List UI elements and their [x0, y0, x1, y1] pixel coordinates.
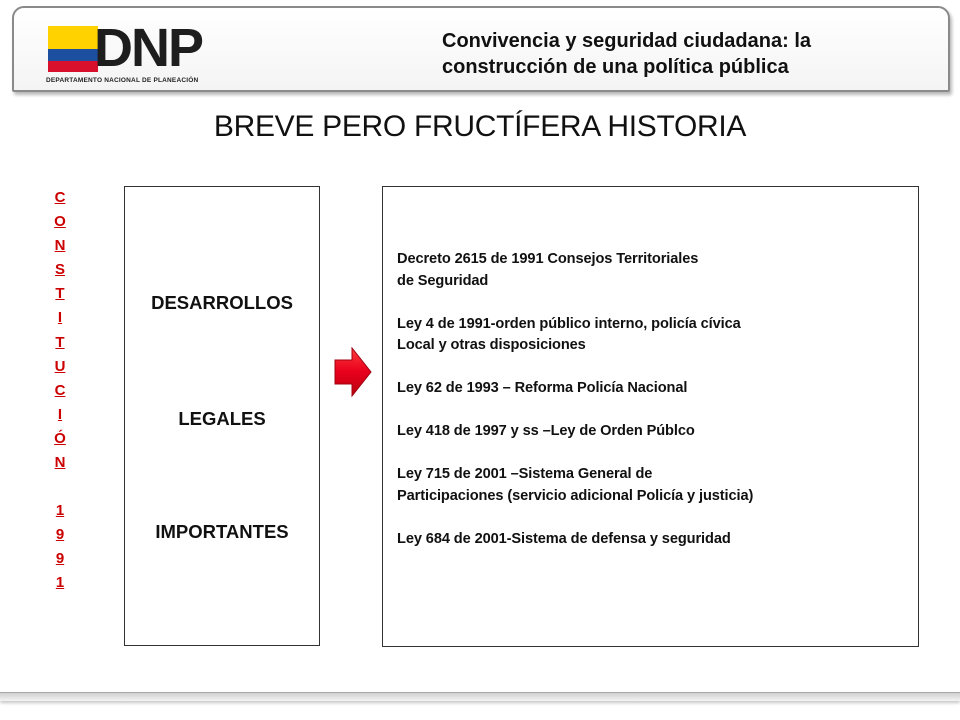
law-line: Ley 4 de 1991-orden público interno, policía cívica — [397, 315, 741, 332]
logo-text: DNP — [94, 18, 203, 78]
developments-box — [124, 186, 320, 646]
vertical-letter: T — [55, 285, 65, 303]
laws-list — [397, 249, 907, 572]
important-label: IMPORTANTES — [155, 521, 289, 542]
vertical-letter: I — [57, 309, 63, 327]
vertical-letter: T — [55, 333, 65, 351]
logo-subtitle: DEPARTAMENTO NACIONAL DE PLANEACIÓN — [46, 77, 199, 84]
legal-label: LEGALES — [178, 408, 266, 429]
vertical-year-digit: 9 — [55, 526, 65, 544]
law-line: Participaciones (servicio adicional Policía y justicia) — [397, 487, 754, 504]
page-title: BREVE PERO FRUCTÍFERA HISTORIA — [213, 110, 747, 143]
developments-label: DESARROLLOS — [151, 292, 293, 313]
vertical-letter: C — [54, 381, 66, 399]
law-line: Decreto 2615 de 1991 Consejos Territoriales — [397, 251, 699, 267]
vertical-year-digit: 1 — [55, 574, 65, 592]
law-item — [397, 314, 907, 357]
right-arrow-icon — [334, 347, 372, 397]
law-line: de Seguridad — [397, 272, 489, 289]
vertical-letter: O — [54, 213, 66, 231]
footer-bar — [0, 692, 960, 701]
header-title-line2: construcción de una política pública — [442, 56, 789, 78]
colombia-flag-icon — [48, 26, 98, 72]
laws-box — [382, 186, 919, 647]
dnp-logo — [34, 20, 234, 90]
header-bar — [12, 6, 950, 92]
law-line: Ley 684 de 2001-Sistema de defensa y seguridad — [397, 530, 731, 547]
vertical-year-digit: 1 — [55, 502, 65, 520]
vertical-letter: Ó — [54, 429, 66, 447]
law-line: Ley 715 de 2001 –Sistema General de — [397, 466, 653, 482]
constitucion-1991-vertical — [50, 186, 70, 596]
law-item — [397, 529, 907, 551]
header-title — [442, 28, 922, 80]
vertical-letter: U — [54, 357, 66, 375]
law-item — [397, 249, 907, 292]
vertical-year-digit: 9 — [55, 550, 65, 568]
law-item — [397, 421, 907, 443]
vertical-letter: N — [54, 237, 66, 255]
vertical-letter: S — [54, 261, 65, 279]
law-line: Ley 418 de 1997 y ss –Ley de Orden Públco — [397, 423, 695, 439]
law-item — [397, 464, 907, 507]
vertical-letter: I — [57, 405, 63, 423]
law-line: Local y otras disposiciones — [397, 337, 586, 353]
law-item — [397, 378, 907, 400]
law-line: Ley 62 de 1993 – Reforma Policía Nacional — [397, 380, 688, 396]
vertical-letter: N — [54, 454, 66, 472]
header-title-line1: Convivencia y seguridad ciudadana: la — [442, 30, 812, 52]
vertical-letter: C — [54, 189, 66, 206]
vertical-gap — [50, 475, 70, 499]
